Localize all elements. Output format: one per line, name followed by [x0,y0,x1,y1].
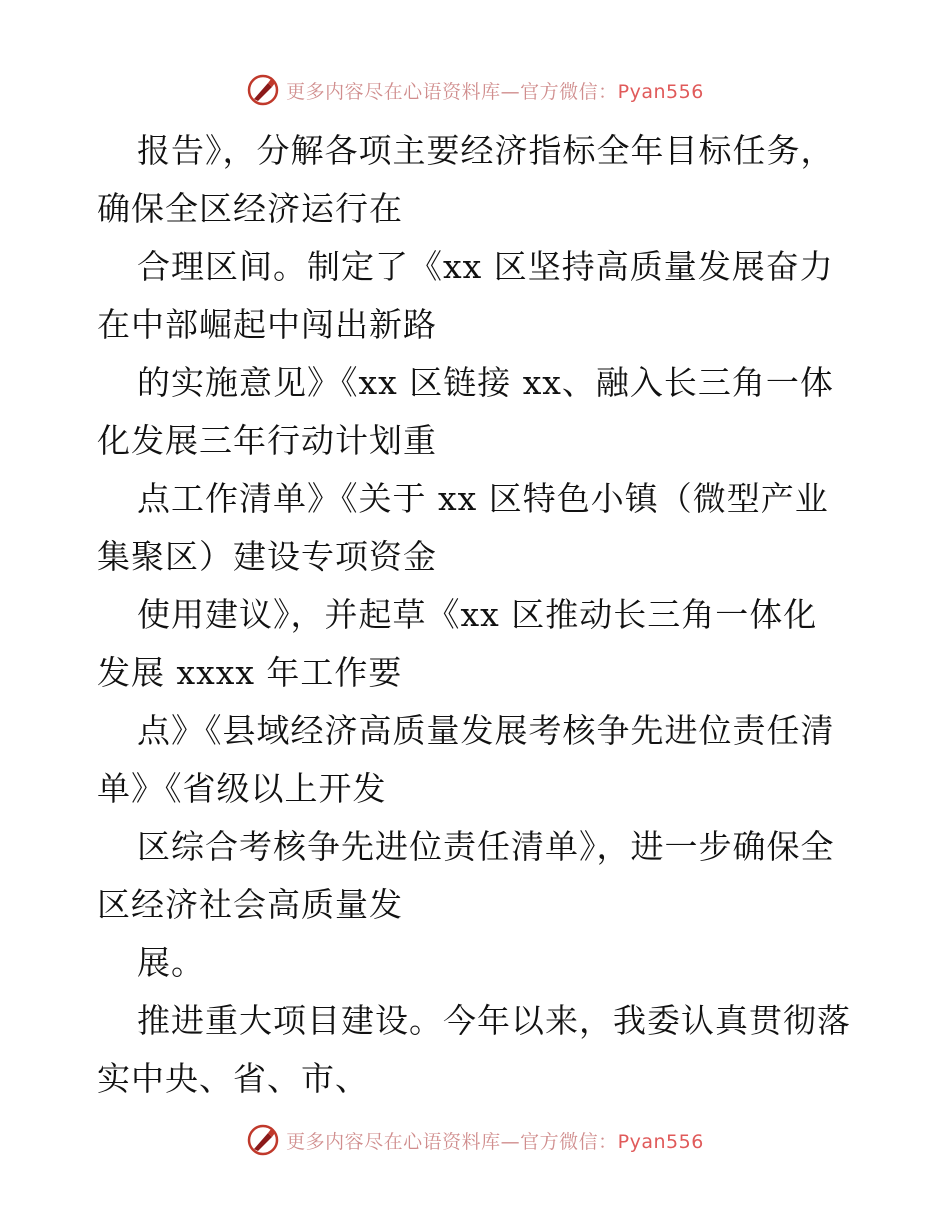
pen-logo-icon [246,1123,280,1157]
text-line: 报告》，分解各项主要经济指标全年目标任务， [137,131,835,170]
text-line: 集聚区）建设专项资金 [97,537,437,576]
text-line: 点工作清单》《关于 xx 区特色小镇（微型产业 [137,479,829,518]
text-line: 确保全区经济运行在 [97,189,403,228]
text-line: 在中部崛起中闯出新路 [97,305,437,344]
text-line: 发展 xxxx 年工作要 [97,653,403,692]
footer-watermark [0,1120,950,1160]
text-line: 化发展三年行动计划重 [97,421,437,460]
text-line: 推进重大项目建设。今年以来，我委认真贯彻落 [137,1001,851,1040]
text-line: 展。 [137,943,205,982]
text-line: 使用建议》，并起草《xx 区推动长三角一体化 [137,595,818,634]
text-line: 实中央、省、市、 [97,1059,369,1098]
text-line: 单》《省级以上开发 [97,769,387,808]
pen-logo-icon [246,73,280,107]
watermark-text: 更多内容尽在心语资料库—官方微信：Pyan556 [286,1130,704,1153]
header-watermark [0,70,950,110]
watermark-text: 更多内容尽在心语资料库—官方微信：Pyan556 [286,80,704,103]
text-line: 合理区间。制定了《xx 区坚持高质量发展奋力 [137,247,834,286]
text-line: 区经济社会高质量发 [97,885,403,924]
text-line: 点》《县域经济高质量发展考核争先进位责任清 [137,711,835,750]
text-line: 的实施意见》《xx 区链接 xx、融入长三角一体 [137,363,834,402]
document-body [97,122,857,1108]
text-line: 区综合考核争先进位责任清单》，进一步确保全 [137,827,835,866]
